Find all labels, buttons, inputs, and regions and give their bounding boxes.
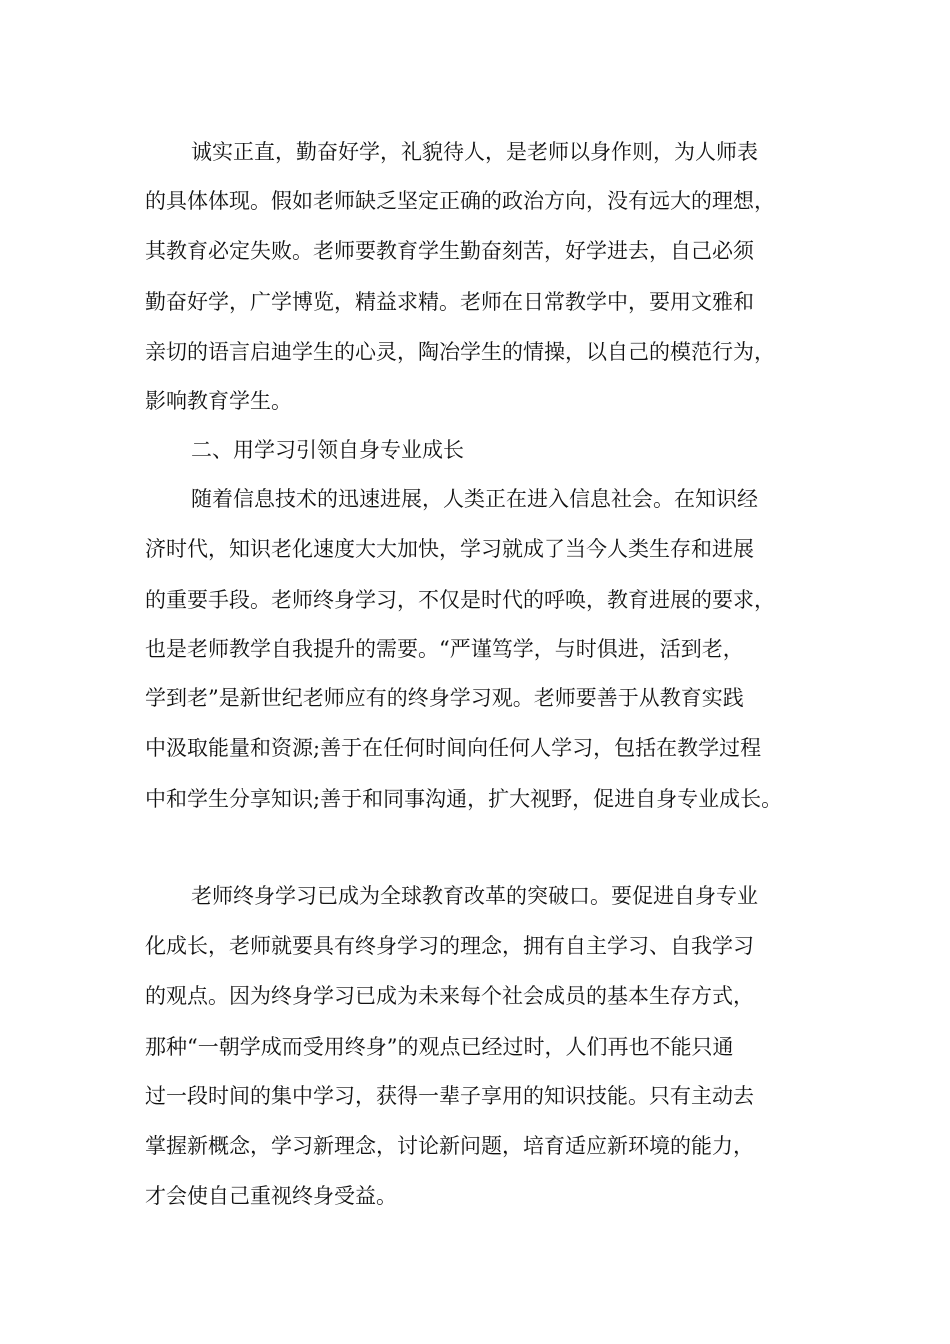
paragraph-1-line-6: 影响教育学生。 — [145, 389, 292, 413]
section-heading: 二、用学习引领自身专业成长 — [191, 438, 464, 462]
paragraph-1-line-3: 其教育必定失败。老师要教育学生勤奋刻苦，好学进去，自己必须 — [145, 239, 754, 263]
paragraph-3-line-5: 过一段时间的集中学习，获得一辈子享用的知识技能。只有主动去 — [145, 1084, 754, 1108]
paragraph-2-line-5: 学到老”是新世纪老师应有的终身学习观。老师要善于从教育实践 — [145, 686, 744, 710]
paragraph-2-line-3: 的重要手段。老师终身学习，不仅是时代的呼唤，教育进展的要求， — [145, 588, 775, 612]
paragraph-2-line-2: 济时代，知识老化速度大大加快，学习就成了当今人类生存和进展 — [145, 537, 754, 561]
paragraph-3-line-7: 才会使自己重视终身受益。 — [145, 1184, 397, 1208]
paragraph-2-line-6: 中汲取能量和资源;善于在任何时间向任何人学习，包括在教学过程 — [145, 736, 762, 760]
paragraph-2-line-4: 也是老师教学自我提升的需要。“严谨笃学，与时俱进，活到老， — [145, 637, 744, 661]
paragraph-1-line-4: 勤奋好学，广学博览，精益求精。老师在日常教学中，要用文雅和 — [145, 290, 754, 314]
paragraph-2-line-1: 随着信息技术的迅速进展，人类正在进入信息社会。在知识经 — [191, 487, 758, 511]
paragraph-1-line-5: 亲切的语言启迪学生的心灵，陶冶学生的情操，以自己的模范行为， — [145, 340, 775, 364]
paragraph-3-line-3: 的观点。因为终身学习已成为未来每个社会成员的基本生存方式， — [145, 984, 754, 1008]
paragraph-2-line-7: 中和学生分享知识;善于和同事沟通，扩大视野，促进自身专业成长。 — [145, 787, 783, 811]
paragraph-3-line-4: 那种“一朝学成而受用终身”的观点已经过时，人们再也不能只通 — [145, 1035, 734, 1059]
paragraph-3-line-2: 化成长，老师就要具有终身学习的理念，拥有自主学习、自我学习 — [145, 934, 754, 958]
paragraph-1-line-2: 的具体体现。假如老师缺乏坚定正确的政治方向，没有远大的理想， — [145, 189, 775, 213]
paragraph-1-line-1: 诚实正直，勤奋好学，礼貌待人，是老师以身作则，为人师表 — [191, 140, 758, 164]
paragraph-3-line-1: 老师终身学习已成为全球教育改革的突破口。要促进自身专业 — [191, 884, 758, 908]
paragraph-3-line-6: 掌握新概念，学习新理念，讨论新问题，培育适应新环境的能力， — [145, 1134, 754, 1158]
